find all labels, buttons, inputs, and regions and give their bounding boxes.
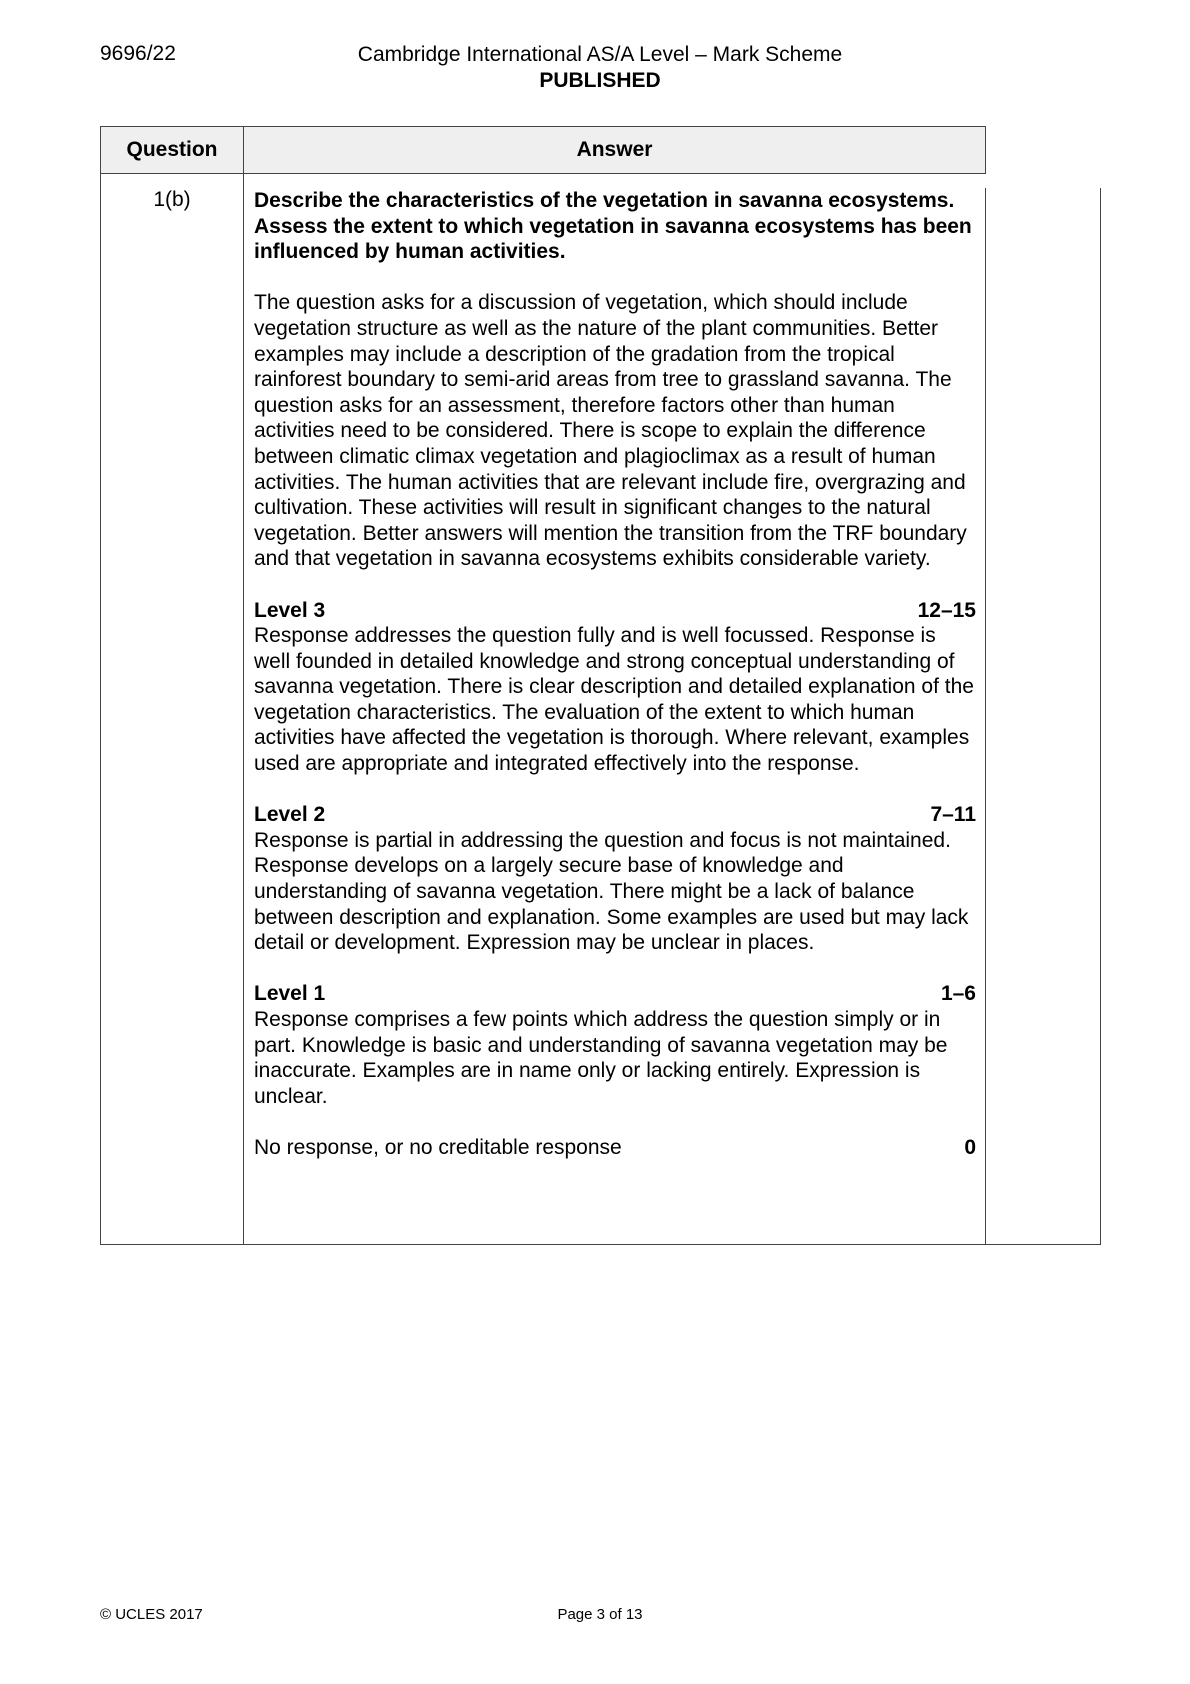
table-answer-divider [985,188,986,1244]
level-1-marks: 1–6 [940,982,976,1006]
level-3-marks: 12–15 [917,598,976,622]
level-1-name: Level 1 [254,982,326,1006]
level-2-descriptor: Response is partial in addressing the question and focus is not maintained. Response develops on a largely secure base of knowledge and understanding of savanna vegetation. There might be a lack of balance between description and explanation. Some examples are used but may lack detail or development. Expression may be unclear in places. [254,828,969,955]
question-prompt: Describe the characteristics of the vegetation in savanna ecosystems. Assess the extent to which vegetation in savanna ecosystems has been influenced by human activities. [254,189,972,264]
level-3-block [254,598,976,777]
header-code: 9696/22 [100,42,176,65]
header-title: Cambridge International AS/A Level – Mark Scheme [357,43,843,66]
table-right-border [1100,188,1101,1244]
level-3-descriptor: Response addresses the question fully and is well focussed. Response is well founded in detailed knowledge and strong conceptual understanding of savanna vegetation. There is clear description and detailed explanation of the vegetation characteristics. The evaluation of the extent to which human activities have affected the vegetation is thorough. Where relevant, examples used are appropriate and integrated effectively into the response. [254,624,974,776]
level-3-name: Level 3 [254,598,326,622]
header-title-block [340,42,860,94]
no-response-marks: 0 [964,1135,976,1159]
table-question-divider [243,126,244,1244]
column-header-answer: Answer [243,126,986,174]
footer-copyright: © UCLES 2017 [100,1606,203,1623]
question-number: 1(b) [153,188,191,211]
level-2-block [254,802,976,956]
header-status: PUBLISHED [539,69,661,92]
no-response-row [254,1135,976,1161]
level-2-marks: 7–11 [930,803,976,827]
level-1-descriptor: Response comprises a few points which address the question simply or in part. Knowledge is basic and understanding of savanna vegetation may be inaccurate. Examples are in name only or lacking entirely. Expression is unclear. [254,1008,948,1108]
footer-page-number: Page 3 of 13 [557,1606,643,1623]
no-response-text: No response, or no creditable response [254,1135,622,1159]
answer-cell [254,188,976,1161]
table-bottom-border [100,1244,1101,1245]
question-guidance: The question asks for a discussion of vegetation, which should include vegetation structure as well as the nature of the plant communities. Better examples may include a description of the gradation from the tropical rainforest boundary to semi-arid areas from tree to grassland savanna. The question asks for an assessment, therefore factors other than human activities need to be considered. There is scope to explain the difference between climatic climax vegetation and plagioclimax as a result of human activities. The human activities that are relevant include fire, overgrazing and cultivation. These activities will result in significant changes to the natural vegetation. Better answers will mention the transition from the TRF boundary and that vegetation in savanna ecosystems exhibits considerable variety. [254,291,967,571]
table-left-border [100,126,101,1244]
level-1-block [254,981,976,1109]
column-header-question: Question [100,126,244,174]
level-2-name: Level 2 [254,803,326,827]
